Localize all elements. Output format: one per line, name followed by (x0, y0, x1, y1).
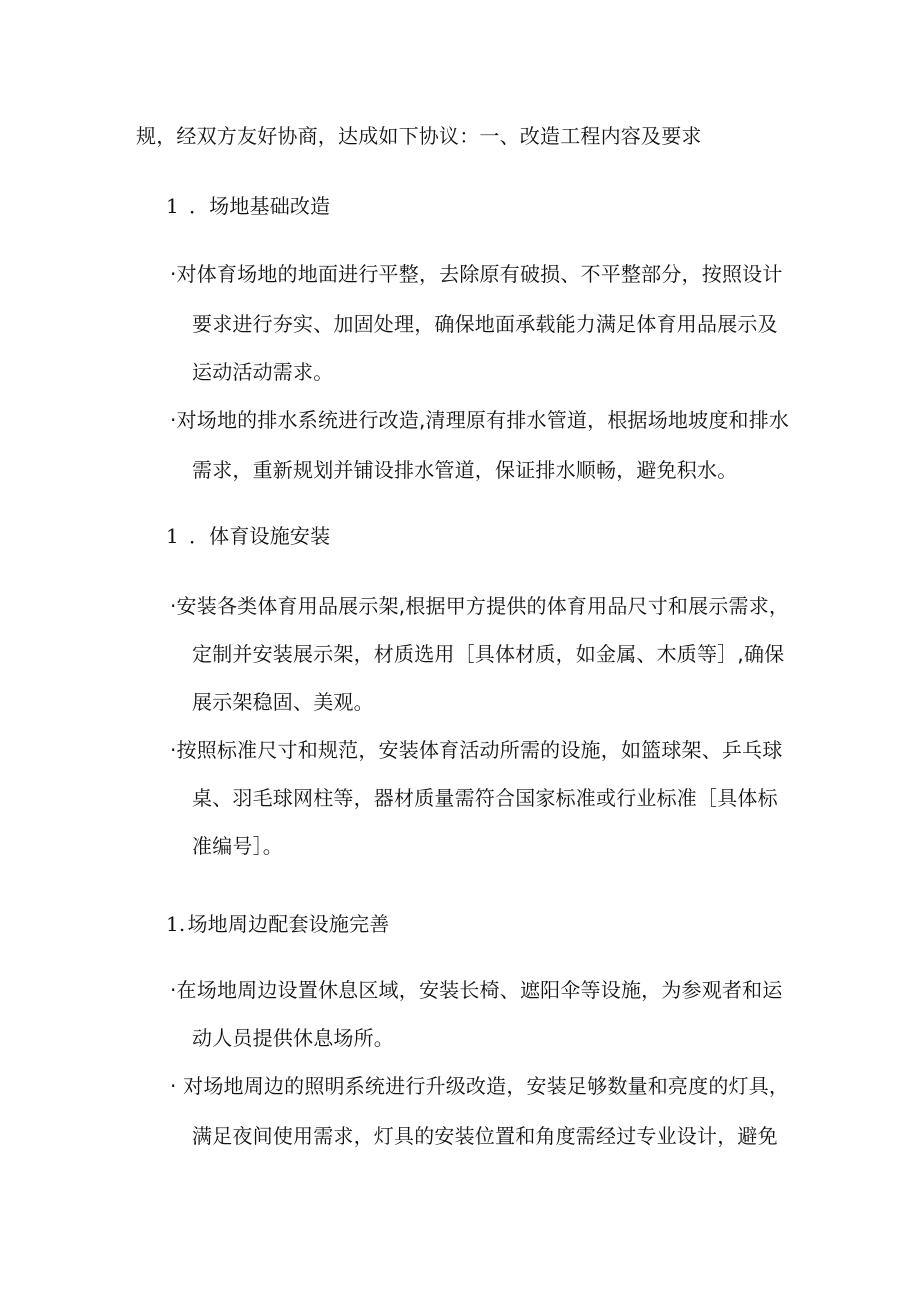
section-heading-surrounding-facilities (166, 910, 389, 938)
section-number: 1 (166, 524, 179, 548)
paragraph-line: · 对场地周边的照明系统进行升级改造，安装足够数量和亮度的灯具， (170, 1074, 790, 1098)
paragraph-line: 要求进行夯实、加固处理，确保地面承载能力满足体育用品展示及 (192, 312, 778, 336)
section-title: ．场地基础改造 (188, 194, 331, 218)
paragraph-line: ·按照标准尺寸和规范，安装体育活动所需的设施，如篮球架、乒乓球 (170, 738, 783, 762)
paragraph-line: 桌、羽毛球网柱等，器材质量需符合国家标准或行业标准［具体标 (192, 786, 778, 810)
section-number: 1 (166, 194, 179, 218)
paragraph-line: ·对体育场地的地面进行平整，去除原有破损、不平整部分，按照设计 (170, 262, 783, 286)
section-number: 1. (166, 912, 186, 936)
paragraph-line: 运动活动需求。 (192, 360, 334, 384)
paragraph-line: 准编号］。 (192, 834, 283, 858)
paragraph-line: ·对场地的排水系统进行改造,清理原有排水管道，根据场地坡度和排水 (170, 408, 790, 432)
paragraph-line: ·在场地周边设置休息区域，安装长椅、遮阳伞等设施，为参观者和运 (170, 978, 783, 1002)
paragraph-line: 定制并安装展示架，材质选用［具体材质，如金属、木质等］,确保 (192, 642, 785, 666)
intro-line: 规，经双方友好协商，达成如下协议：一、改造工程内容及要求 (136, 124, 702, 148)
section-heading-sports-facilities (166, 522, 330, 550)
section-title: ．体育设施安装 (188, 524, 331, 548)
section-heading-site-foundation (166, 192, 330, 220)
paragraph-line: 展示架稳固、美观。 (192, 690, 374, 714)
paragraph-line: ·安装各类体育用品展示架,根据甲方提供的体育用品尺寸和展示需求， (170, 594, 790, 618)
paragraph-line: 动人员提供休息场所。 (192, 1026, 394, 1050)
paragraph-line: 需求，重新规划并铺设排水管道，保证排水顺畅，避免积水。 (192, 458, 738, 482)
section-title: 场地周边配套设施完善 (187, 912, 390, 936)
paragraph-line: 满足夜间使用需求，灯具的安装位置和角度需经过专业设计，避免 (192, 1124, 778, 1148)
